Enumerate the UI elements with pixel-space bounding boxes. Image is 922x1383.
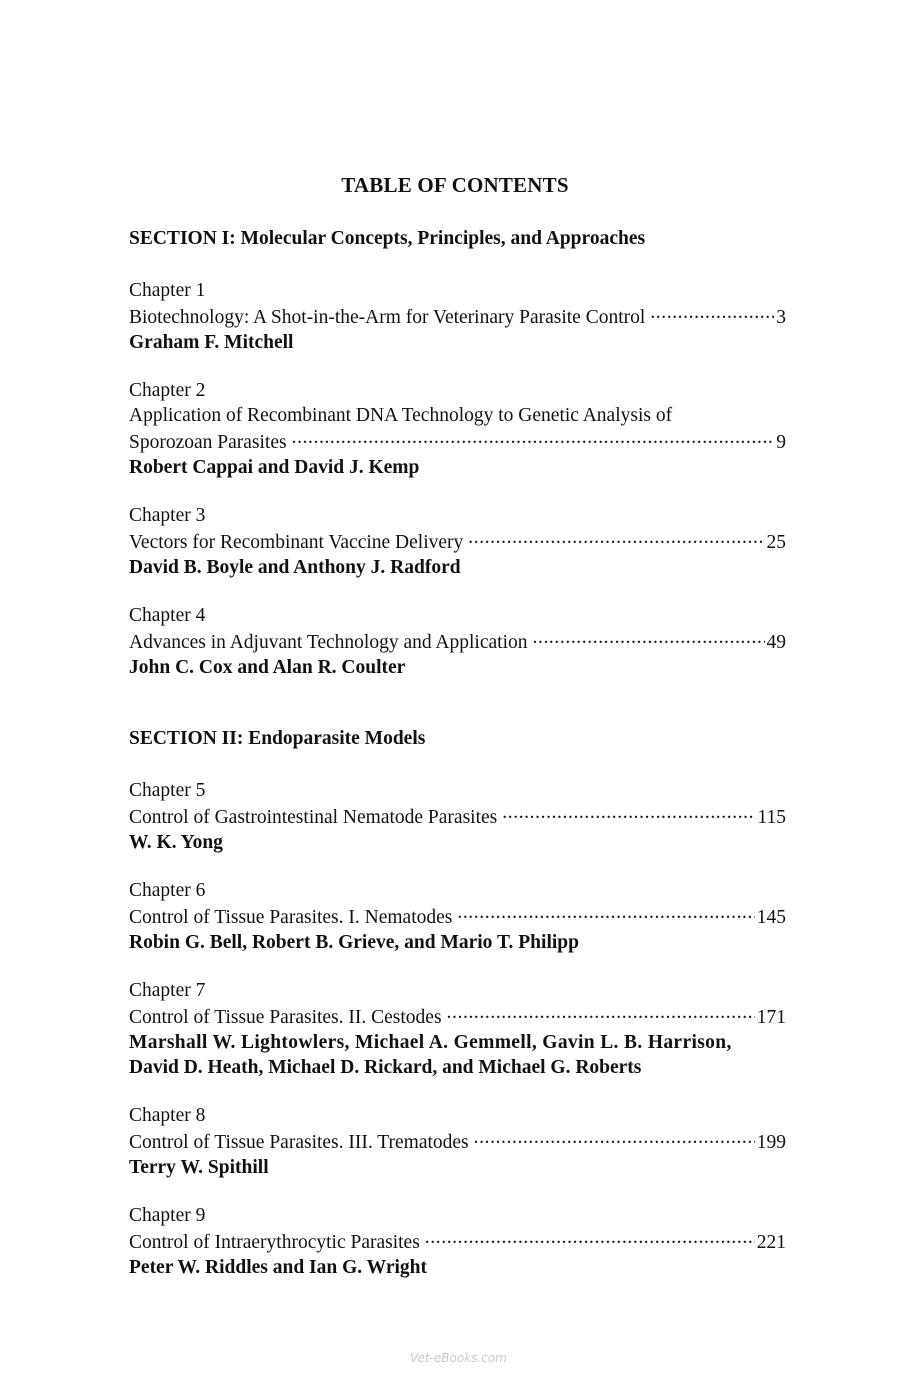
chapter-title: Advances in Adjuvant Technology and Application — [129, 631, 528, 653]
toc-entry[interactable] — [129, 878, 786, 955]
chapter-title: Vectors for Recombinant Vaccine Delivery — [129, 531, 464, 553]
dot-leader — [533, 628, 765, 648]
chapter-authors: Robert Cappai and David J. Kemp — [129, 456, 420, 478]
chapter-label: Chapter 1 — [129, 280, 206, 301]
toc-entry[interactable] — [129, 778, 786, 855]
chapter-label: Chapter 4 — [129, 605, 206, 626]
chapter-label: Chapter 9 — [129, 1205, 206, 1226]
dot-leader — [502, 803, 755, 823]
toc-title-line — [129, 1003, 786, 1030]
page-number: 9 — [776, 431, 786, 453]
dot-leader — [650, 303, 774, 323]
section-heading: SECTION II: Endoparasite Models — [129, 728, 426, 749]
chapter-authors: Graham F. Mitchell — [129, 331, 294, 353]
toc-title-line — [129, 1128, 786, 1155]
dot-leader — [292, 428, 775, 448]
chapter-authors: Terry W. Spithill — [129, 1156, 269, 1178]
toc-entry[interactable] — [129, 1203, 786, 1280]
chapter-label: Chapter 8 — [129, 1105, 206, 1126]
toc-title-line — [129, 903, 786, 930]
chapter-label: Chapter 7 — [129, 980, 206, 1001]
chapter-title: Control of Gastrointestinal Nematode Parasites — [129, 806, 498, 828]
chapter-title: Biotechnology: A Shot-in-the-Arm for Veterinary Parasite Control — [129, 306, 646, 328]
page-number: 145 — [756, 906, 786, 928]
toc-title-line — [129, 628, 786, 655]
toc-entry[interactable] — [129, 978, 786, 1080]
chapter-authors: Marshall W. Lightowlers, Michael A. Gemmell, Gavin L. B. Harrison, — [129, 1031, 732, 1053]
toc-title-line — [129, 303, 786, 330]
chapter-label: Chapter 5 — [129, 780, 206, 801]
chapter-title: Control of Tissue Parasites. II. Cestodes — [129, 1006, 442, 1028]
page-number: 221 — [756, 1231, 786, 1253]
chapter-label: Chapter 6 — [129, 880, 206, 901]
page-number: 115 — [757, 806, 786, 828]
dot-leader — [447, 1003, 755, 1023]
chapter-authors: Peter W. Riddles and Ian G. Wright — [129, 1256, 427, 1278]
chapter-title: Sporozoan Parasites — [129, 431, 287, 453]
chapter-label: Chapter 2 — [129, 380, 206, 401]
chapter-authors: W. K. Yong — [129, 831, 223, 853]
chapter-authors: Robin G. Bell, Robert B. Grieve, and Mario T. Philipp — [129, 931, 579, 953]
chapter-authors: David D. Heath, Michael D. Rickard, and Michael G. Roberts — [129, 1056, 642, 1078]
chapter-title: Control of Intraerythrocytic Parasites — [129, 1231, 420, 1253]
toc-entry[interactable] — [129, 503, 786, 580]
toc-title-line — [129, 803, 786, 830]
page-number: 171 — [756, 1006, 786, 1028]
page-number: 199 — [756, 1131, 786, 1153]
page-number: 3 — [776, 306, 786, 328]
dot-leader — [474, 1128, 755, 1148]
chapter-authors: John C. Cox and Alan R. Coulter — [129, 656, 406, 678]
watermark-logo: Vet-eBooks.com — [410, 1351, 507, 1365]
toc-entry[interactable] — [129, 278, 786, 355]
section-heading: SECTION I: Molecular Concepts, Principles, and Approaches — [129, 228, 646, 249]
toc-title-line — [129, 1228, 786, 1255]
chapter-label: Chapter 3 — [129, 505, 206, 526]
chapter-authors: David B. Boyle and Anthony J. Radford — [129, 556, 461, 578]
chapter-title-line-1: Application of Recombinant DNA Technology to Genetic Analysis of — [129, 405, 673, 426]
toc-title-line — [129, 428, 786, 455]
toc-entry[interactable] — [129, 378, 786, 480]
toc-title-line — [129, 528, 786, 555]
toc-entry[interactable] — [129, 603, 786, 680]
toc-entry[interactable] — [129, 1103, 786, 1180]
page-title: TABLE OF CONTENTS — [341, 173, 569, 197]
page-number: 49 — [766, 631, 786, 653]
page-number: 25 — [766, 531, 786, 553]
dot-leader — [468, 528, 764, 548]
chapter-title: Control of Tissue Parasites. I. Nematodes — [129, 906, 453, 928]
dot-leader — [425, 1228, 755, 1248]
dot-leader — [457, 903, 754, 923]
chapter-title: Control of Tissue Parasites. III. Trematodes — [129, 1131, 469, 1153]
